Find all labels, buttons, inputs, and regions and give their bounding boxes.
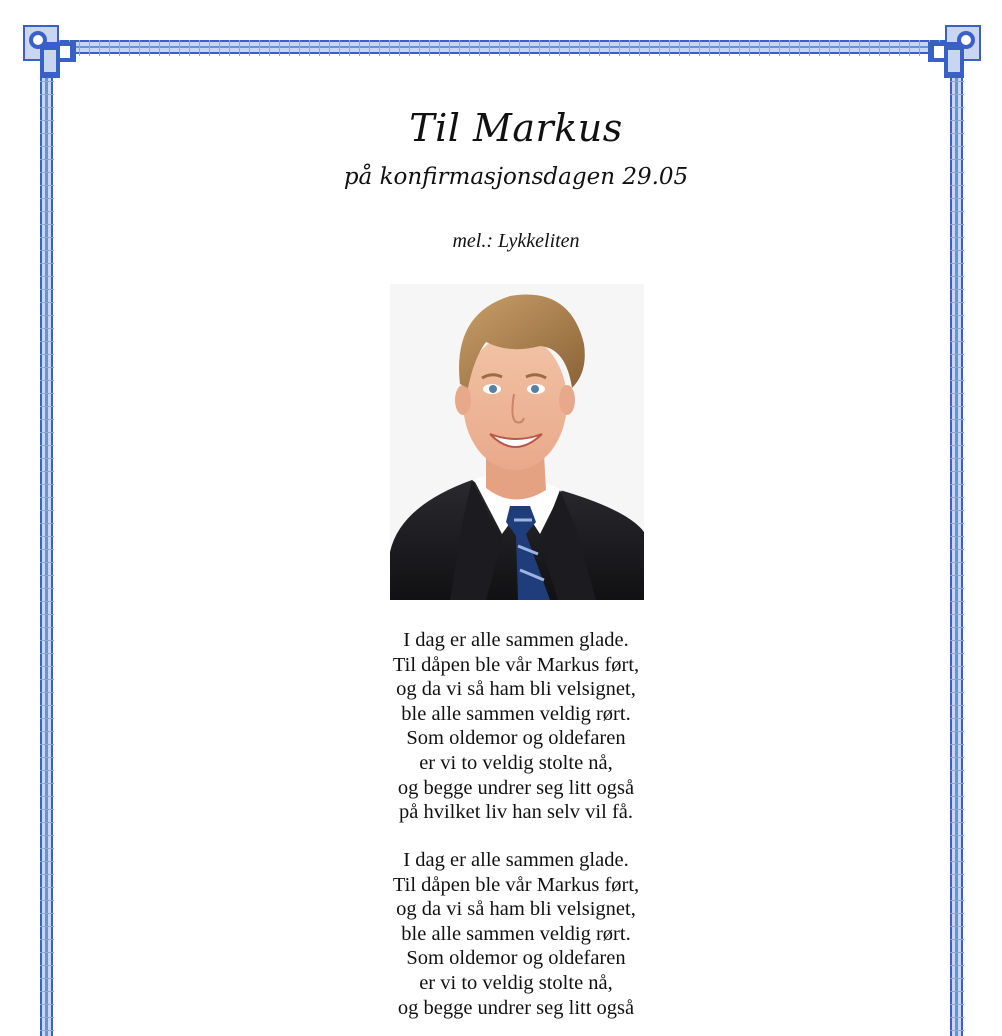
verse-line: er vi to veldig stolte nå, — [419, 971, 613, 994]
verse-line: Til dåpen ble vår Markus ført, — [392, 653, 640, 676]
verse-line: I dag er alle sammen glade. — [403, 629, 629, 651]
verse-line: og begge undrer seg litt også — [397, 996, 635, 1019]
verse-line: Til dåpen ble vår Markus ført, — [392, 873, 640, 896]
verse-line: Som oldemor og oldefaren — [406, 727, 626, 750]
border-corner-ornament-icon — [926, 24, 982, 80]
document-subtitle: på konfirmasjonsdagen 29.05 — [343, 163, 689, 190]
melody-note: mel.: Lykkeliten — [452, 229, 580, 252]
verse-2 — [70, 848, 962, 1020]
border-corner-ornament-icon — [22, 24, 78, 80]
portrait-icon — [390, 284, 644, 600]
verse-line: ble alle sammen veldig rørt. — [401, 922, 631, 945]
page-border-left — [40, 56, 54, 1036]
verse-line: og da vi så ham bli velsignet, — [396, 898, 636, 921]
verse-line: ble alle sammen veldig rørt. — [401, 702, 631, 725]
verse-line: er vi to veldig stolte nå, — [419, 751, 613, 774]
portrait-photo — [390, 284, 644, 600]
verse-line: Som oldemor og oldefaren — [406, 947, 626, 970]
document-title: Til Markus — [409, 106, 623, 150]
document-header — [70, 100, 962, 253]
verse-1 — [70, 628, 962, 825]
verse-line: på hvilket liv han selv vil få. — [399, 801, 633, 824]
verse-line: I dag er alle sammen glade. — [403, 849, 629, 871]
verse-line: og begge undrer seg litt også — [397, 776, 635, 799]
page-border-top — [50, 40, 950, 56]
verse-line: og da vi så ham bli velsignet, — [396, 678, 636, 701]
